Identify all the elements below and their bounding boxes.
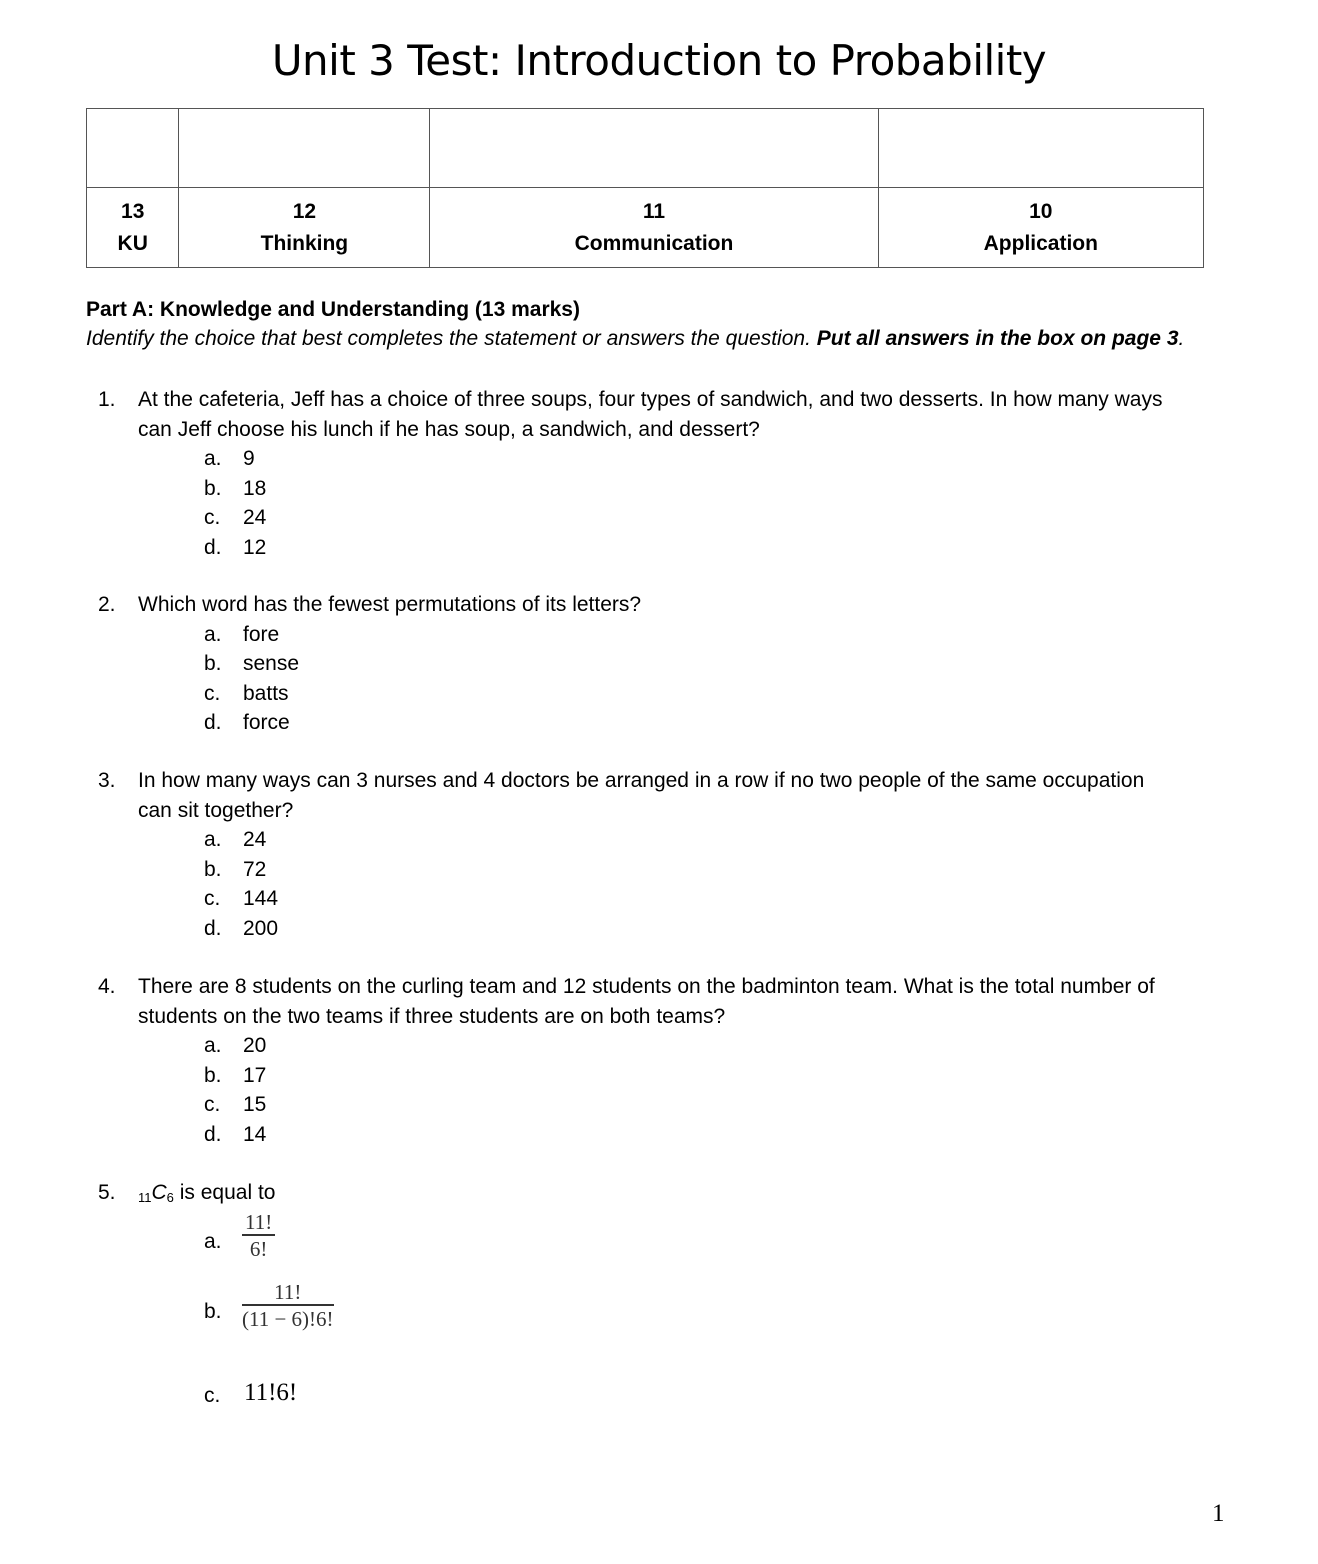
option-a[interactable] <box>204 1031 1228 1061</box>
section-instructions <box>86 327 1184 351</box>
stem-line: In how many ways can 3 nurses and 4 doctors be arranged in a row if no two people of the same occupation <box>138 769 1145 792</box>
stem-line: can sit together? <box>138 798 294 822</box>
category-label: Thinking <box>260 232 349 255</box>
question-stem <box>138 766 1228 825</box>
option-d[interactable] <box>204 1120 1228 1150</box>
option-text: 24 <box>243 828 267 851</box>
option-b[interactable] <box>204 474 1228 504</box>
option-text: 20 <box>243 1034 267 1057</box>
question-number: 1. <box>98 388 116 411</box>
marks-value: 13 <box>121 200 145 223</box>
score-cell-ku[interactable] <box>87 109 179 188</box>
subscript-r: 6 <box>166 1190 174 1205</box>
option-a[interactable] <box>204 1210 404 1270</box>
option-b[interactable] <box>204 1280 504 1340</box>
fraction <box>242 1280 334 1332</box>
option-letter: d. <box>204 1122 222 1146</box>
question-stem <box>138 1178 1228 1213</box>
instruction-text: Identify the choice that best completes the statement or answers the question. <box>86 327 817 350</box>
option-letter: a. <box>204 622 222 646</box>
option-text: 17 <box>243 1063 267 1087</box>
option-c[interactable] <box>204 1090 1228 1120</box>
option-c[interactable] <box>204 1378 404 1412</box>
category-label: Application <box>983 232 1098 255</box>
numerator: 11! <box>245 1210 273 1234</box>
marks-value: 11 <box>642 200 666 223</box>
category-label: KU <box>117 232 148 255</box>
stem-line: At the cafeteria, Jeff has a choice of three soups, four types of sandwich, and two desserts. In how many ways <box>138 388 1163 411</box>
option-c[interactable] <box>204 679 1228 709</box>
option-letter: b. <box>204 1063 222 1087</box>
option-text: 18 <box>243 476 267 500</box>
option-letter: a. <box>204 1230 222 1253</box>
question-stem <box>138 972 1228 1031</box>
option-text: 11!6! <box>244 1379 298 1406</box>
option-letter: c. <box>204 1093 221 1116</box>
option-letter: b. <box>204 857 222 881</box>
question-4 <box>98 972 1228 1149</box>
option-text: 144 <box>243 887 279 910</box>
option-text: batts <box>243 681 289 705</box>
instruction-emphasis: Put all answers in the box on page 3 <box>816 327 1179 350</box>
question-3 <box>98 766 1228 943</box>
option-text: 200 <box>243 916 279 940</box>
question-number: 2. <box>98 593 116 616</box>
option-letter: d. <box>204 916 222 940</box>
question-number: 5. <box>98 1181 116 1204</box>
page-title: Unit 3 Test: Introduction to Probability <box>271 36 1047 85</box>
option-c[interactable] <box>204 503 1228 533</box>
option-letter: d. <box>204 711 222 734</box>
option-b[interactable] <box>204 855 1228 885</box>
option-text: 24 <box>243 506 267 529</box>
option-text: sense <box>243 652 300 675</box>
option-d[interactable] <box>204 914 1228 944</box>
option-d[interactable] <box>204 708 1228 738</box>
option-text: fore <box>243 622 280 646</box>
option-d[interactable] <box>204 533 1228 563</box>
denominator: (11 − 6)!6! <box>242 1306 334 1331</box>
option-text: 9 <box>243 447 255 470</box>
option-letter: d. <box>204 535 222 559</box>
category-thinking <box>179 188 430 268</box>
option-letter: c. <box>204 887 221 910</box>
option-text: 12 <box>243 535 267 559</box>
option-b[interactable] <box>204 1061 1228 1091</box>
option-text: force <box>243 711 290 734</box>
score-cell-communication[interactable] <box>430 109 878 188</box>
marks-value: 10 <box>1029 200 1053 223</box>
option-letter: a. <box>204 1034 222 1057</box>
fraction <box>242 1210 275 1262</box>
option-text: 72 <box>243 857 267 881</box>
option-letter: a. <box>204 447 222 470</box>
category-ku <box>87 188 179 268</box>
option-a[interactable] <box>204 620 1228 650</box>
instruction-end: . <box>1178 327 1185 350</box>
page-number: 1 <box>1212 1500 1225 1527</box>
denominator: 6! <box>249 1236 268 1261</box>
option-letter: c. <box>204 1384 221 1407</box>
question-1 <box>98 385 1228 562</box>
option-a[interactable] <box>204 825 1228 855</box>
stem-line: Which word has the fewest permutations of its letters? <box>138 593 642 616</box>
question-stem <box>138 590 1228 620</box>
option-letter: a. <box>204 828 222 851</box>
option-letter: c. <box>204 681 221 705</box>
option-text: 14 <box>243 1122 267 1146</box>
marks-value: 12 <box>292 200 317 223</box>
question-number: 4. <box>98 975 116 998</box>
question-stem <box>138 385 1228 444</box>
section-heading: Part A: Knowledge and Understanding (13 marks) <box>86 298 580 321</box>
option-letter: b. <box>204 476 222 500</box>
stem-line: There are 8 students on the curling team and 12 students on the badminton team. What is the total number of <box>138 975 1155 998</box>
combination-symbol: C <box>151 1181 167 1204</box>
category-communication <box>430 188 878 268</box>
stem-line: students on the two teams if three students are on both teams? <box>138 1004 726 1028</box>
question-5 <box>98 1178 1228 1418</box>
option-letter: b. <box>204 652 222 675</box>
subscript-n: 11 <box>138 1190 152 1205</box>
category-label: Communication <box>574 232 734 255</box>
question-2 <box>98 590 1228 738</box>
marks-table <box>86 108 1204 268</box>
score-cell-application[interactable] <box>878 109 1203 188</box>
option-text: 15 <box>243 1093 267 1116</box>
question-number: 3. <box>98 769 116 792</box>
option-letter: c. <box>204 506 221 529</box>
score-cell-thinking[interactable] <box>179 109 430 188</box>
option-letter: b. <box>204 1300 222 1323</box>
category-application <box>878 188 1203 268</box>
category-row <box>87 188 1204 268</box>
stem-text: is equal to <box>173 1181 276 1204</box>
option-b[interactable] <box>204 649 1228 679</box>
stem-line: can Jeff choose his lunch if he has soup, a sandwich, and dessert? <box>138 417 760 441</box>
option-c[interactable] <box>204 884 1228 914</box>
option-a[interactable] <box>204 444 1228 474</box>
score-row <box>87 109 1204 188</box>
numerator: 11! <box>274 1280 302 1304</box>
